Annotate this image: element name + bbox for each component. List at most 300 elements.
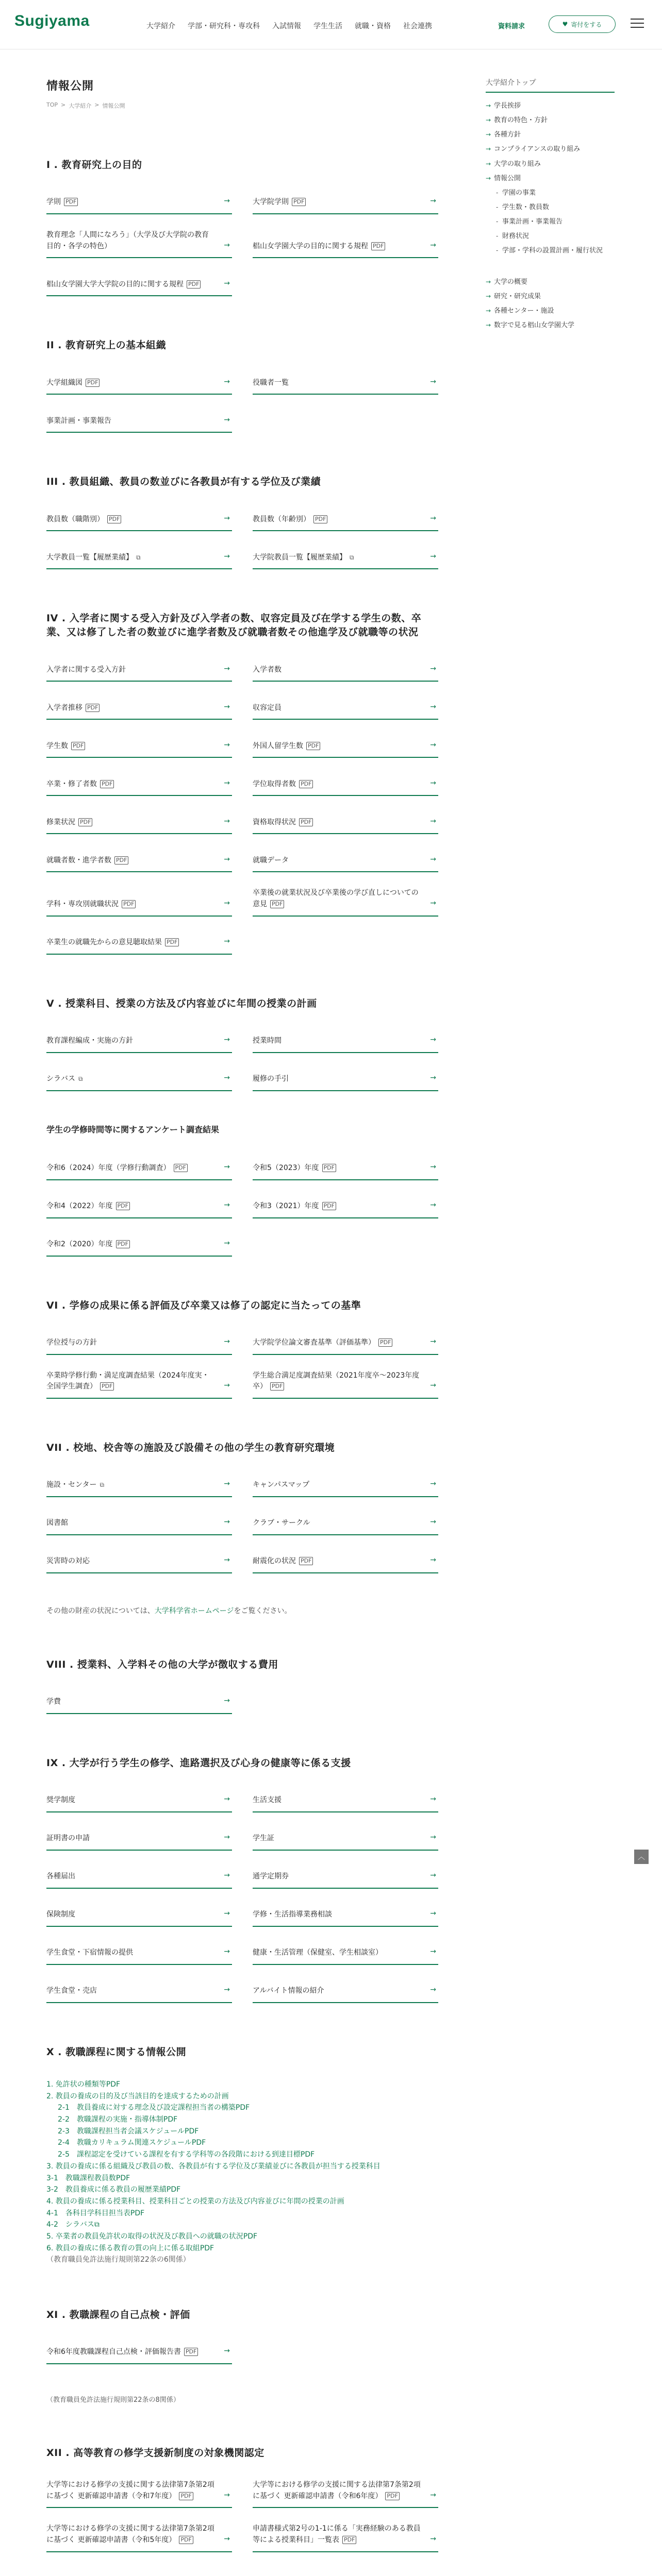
external-link-icon: ⧉ xyxy=(100,1481,105,1489)
external-link-icon: ⧉ xyxy=(350,553,354,561)
link-grid xyxy=(46,1158,438,1257)
info-link[interactable] xyxy=(253,1158,438,1180)
info-link-label: 耐震化の状況 xyxy=(253,1557,296,1566)
info-link-label: 教育理念「人間になろう」（大学及び大学院の教育目的・各学の特色） xyxy=(46,231,209,250)
toc-item[interactable] xyxy=(46,2208,438,2219)
toc-item[interactable] xyxy=(46,2114,438,2126)
section-heading: VIII . 授業料、入学料その他の大学が徴収する費用 xyxy=(46,1659,278,1671)
info-link[interactable] xyxy=(253,547,438,569)
info-link[interactable] xyxy=(253,1942,438,1965)
arrow-right-icon: → xyxy=(430,1381,436,1390)
info-link-label: 学生食堂・売店 xyxy=(46,1987,97,1995)
info-link[interactable] xyxy=(253,1904,438,1927)
sidebar-item[interactable]: → コンプライアンスの取り組み xyxy=(486,142,615,157)
page-title: 情報公開 xyxy=(46,80,94,93)
info-link-label: 災害時の対応 xyxy=(46,1557,90,1566)
arrow-right-icon: → xyxy=(430,1337,436,1346)
toc-item-label: 2-3 教職課程担当者会議スケジュール xyxy=(58,2127,185,2136)
info-link[interactable] xyxy=(253,509,438,531)
note-link[interactable]: 大学科学省ホームページ xyxy=(154,1607,234,1616)
toc-item-label: 1. 免許状の種類等 xyxy=(46,2080,106,2089)
info-link[interactable] xyxy=(46,547,232,569)
arrow-right-icon: → xyxy=(224,1074,230,1082)
info-link[interactable] xyxy=(253,1030,438,1053)
info-link-label: 椙山女学園大学大学院の目的に関する規程 xyxy=(46,280,184,289)
sidebar-list-secondary xyxy=(486,275,615,333)
info-link[interactable] xyxy=(46,1332,232,1355)
heart-icon: ♥ xyxy=(562,21,568,28)
pdf-icon: PDF xyxy=(130,2209,145,2217)
info-link[interactable] xyxy=(46,230,232,258)
info-link[interactable] xyxy=(46,1790,232,1812)
link-grid xyxy=(46,372,438,433)
nav-item[interactable]: 入試情報 xyxy=(272,22,301,30)
info-link[interactable] xyxy=(253,811,438,834)
info-link[interactable] xyxy=(253,1551,438,1573)
sidebar-item[interactable]: → 大学の概要 xyxy=(486,275,615,290)
info-link-label: アルバイト情報の紹介 xyxy=(253,1987,324,1995)
pdf-icon: PDF xyxy=(342,2536,356,2544)
toc-item[interactable] xyxy=(46,2102,438,2114)
link-grid xyxy=(46,659,438,954)
section-heading: XI . 教職課程の自己点検・評価 xyxy=(46,2309,190,2320)
info-link[interactable] xyxy=(46,2480,232,2508)
info-link[interactable] xyxy=(46,1030,232,1053)
section-heading: VII . 校地、校舎等の施設及び設備その他の学生の教育研究環境 xyxy=(46,1442,335,1454)
link-grid xyxy=(46,1790,438,2003)
toc-item[interactable] xyxy=(46,2231,438,2243)
pdf-icon: PDF xyxy=(115,2174,130,2182)
info-link-label: 各種届出 xyxy=(46,1872,75,1881)
breadcrumb-separator: > xyxy=(61,101,66,108)
section-s7 xyxy=(46,1440,438,1616)
arrow-right-icon: → xyxy=(224,740,230,749)
toc-item-label: 4-1 各科目学科目担当表 xyxy=(46,2209,130,2217)
arrow-right-icon: → xyxy=(430,552,436,561)
sidebar-item[interactable]: → 各種センター・施設 xyxy=(486,304,615,318)
toc-item-label: 2-5 課程認定を受けている課程を有する学科等の各段階における到達目標 xyxy=(58,2150,301,2159)
info-link[interactable] xyxy=(46,2342,232,2364)
info-link[interactable] xyxy=(253,1475,438,1497)
info-link[interactable] xyxy=(253,735,438,758)
pdf-icon: PDF xyxy=(71,742,85,750)
arrow-right-icon: → xyxy=(224,1986,230,1994)
external-link-icon: ⧉ xyxy=(136,553,141,561)
info-link[interactable] xyxy=(253,1069,438,1091)
info-link[interactable] xyxy=(253,1332,438,1355)
sidebar-item[interactable]: - 学部・学科の設置計画・履行状況 xyxy=(486,244,615,258)
arrow-right-icon: → xyxy=(224,817,230,825)
info-link-label: 学生総合満足度調査結果（2021年度卒〜2023年度卒） xyxy=(253,1371,420,1391)
info-link[interactable] xyxy=(46,932,232,955)
info-link[interactable] xyxy=(46,1551,232,1573)
link-grid xyxy=(46,192,438,296)
section-note: （教育職員免許法施行規則第22条の8関係） xyxy=(46,2396,180,2404)
info-link-label: 資格取得状況 xyxy=(253,818,296,826)
toc-item-label: 3-1 教職課程教員数 xyxy=(46,2174,116,2182)
arrow-right-icon: → xyxy=(430,2534,436,2543)
arrow-right-icon: → xyxy=(224,1480,230,1488)
arrow-right-icon: → xyxy=(430,664,436,673)
sidebar-title[interactable]: 大学紹介トップ xyxy=(486,77,615,93)
breadcrumb-separator: > xyxy=(94,101,100,108)
info-link-label: 入学者に関する受入方針 xyxy=(46,665,126,674)
sidebar-item[interactable]: - 学園の事業 xyxy=(486,186,615,200)
note-text: をご覧ください。 xyxy=(234,1607,292,1616)
arrow-right-icon: → xyxy=(224,2490,230,2499)
pdf-icon: PDF xyxy=(300,2150,315,2159)
section-s2 xyxy=(46,337,438,433)
info-link-label: 収容定員 xyxy=(253,703,282,712)
pdf-icon: PDF xyxy=(243,2232,258,2241)
arrow-right-icon: → xyxy=(430,2490,436,2499)
info-link[interactable] xyxy=(46,1942,232,1965)
donate-button[interactable] xyxy=(549,15,616,33)
external-link-icon: ⧉ xyxy=(78,1075,83,1083)
info-link-label: 大学等における修学の支援に関する法律第7条第2項に基づく 更新確認申請書（令和5年度） xyxy=(46,2524,214,2544)
arrow-right-icon: → xyxy=(430,702,436,711)
info-link[interactable] xyxy=(253,2523,438,2552)
pdf-icon: PDF xyxy=(292,198,306,206)
pdf-icon: PDF xyxy=(107,515,121,523)
arrow-right-icon: → xyxy=(224,377,230,386)
link-grid xyxy=(46,1475,438,1573)
breadcrumb xyxy=(46,101,438,110)
sidebar-item[interactable]: → 各種方針 xyxy=(486,128,615,142)
info-link-label: 学費 xyxy=(46,1698,61,1706)
info-link[interactable] xyxy=(46,659,232,682)
teacher-training-toc xyxy=(46,2079,438,2266)
toc-item-label: 2. 教員の養成の目的及び当該目的を達成するための計画 xyxy=(46,2092,229,2100)
pdf-icon: PDF xyxy=(270,1382,284,1391)
pdf-icon: PDF xyxy=(200,2244,214,2252)
arrow-right-icon: → xyxy=(224,552,230,561)
arrow-right-icon: → xyxy=(430,1947,436,1956)
info-link-label: 事業計画・事業報告 xyxy=(46,416,111,425)
sidebar-item[interactable]: → 研究・研究成果 xyxy=(486,290,615,304)
request-materials-button[interactable]: 資料請求 xyxy=(498,23,525,30)
arrow-right-icon: → xyxy=(224,1833,230,1842)
toc-note: （教育職員免許法施行規則第22条の6関係） xyxy=(46,2256,190,2264)
info-link[interactable] xyxy=(253,230,438,258)
pdf-icon: PDF xyxy=(114,856,128,865)
info-link-label: 証明書の申請 xyxy=(46,1834,90,1843)
pdf-icon: PDF xyxy=(100,780,114,788)
site-logo[interactable]: Sugiyama xyxy=(14,12,90,29)
arrow-right-icon: → xyxy=(430,1986,436,1994)
nav-item[interactable]: 大学紹介 xyxy=(146,22,175,30)
info-link[interactable] xyxy=(46,1475,232,1497)
arrow-right-icon: → xyxy=(430,1556,436,1565)
section-heading: II . 教育研究上の基本組織 xyxy=(46,340,167,351)
info-link-label: 卒業生の就職先からの意見聴取結果 xyxy=(46,938,162,947)
section-s5 xyxy=(46,996,438,1257)
toc-item-label: 3-2 教員養成に係る教員の履歴業績 xyxy=(46,2185,167,2194)
nav-item[interactable]: 社会連携 xyxy=(403,22,432,30)
arrow-right-icon: → xyxy=(224,1697,230,1705)
arrow-right-icon: → xyxy=(224,1201,230,1210)
arrow-right-icon: → xyxy=(430,1074,436,1082)
info-link[interactable] xyxy=(253,773,438,796)
link-grid xyxy=(46,2342,438,2364)
arrow-right-icon: → xyxy=(430,1871,436,1880)
pdf-icon: PDF xyxy=(299,818,313,826)
toc-item-label: 4-2 シラバス xyxy=(46,2221,94,2229)
info-link[interactable] xyxy=(46,1904,232,1927)
info-link-label: 令和6（2024）年度（学修行動調査） xyxy=(46,1164,171,1173)
arrow-right-icon: → xyxy=(224,1163,230,1172)
info-link[interactable] xyxy=(46,2523,232,2552)
link-grid xyxy=(46,1691,438,1714)
page-top-button[interactable] xyxy=(634,1850,649,1864)
toc-item[interactable] xyxy=(46,2161,438,2173)
arrow-right-icon: → xyxy=(430,1036,436,1044)
arrow-right-icon: → xyxy=(224,1556,230,1565)
global-nav xyxy=(140,21,438,31)
info-link-label: 施設・センター xyxy=(46,1481,97,1489)
info-link-label: 教育課程編成・実施の方針 xyxy=(46,1037,133,1045)
pdf-icon: PDF xyxy=(235,2104,250,2112)
info-link[interactable] xyxy=(46,888,232,916)
info-link[interactable] xyxy=(46,1866,232,1889)
info-link-label: 外国人留学生数 xyxy=(253,741,303,750)
info-link[interactable] xyxy=(46,372,232,395)
info-link-label: 大学等における修学の支援に関する法律第7条第2項に基づく 更新確認申請書（令和7年度） xyxy=(46,2480,214,2500)
main-content xyxy=(46,77,438,2576)
pdf-icon: PDF xyxy=(270,900,284,908)
pdf-icon: PDF xyxy=(322,1164,336,1172)
pdf-icon: PDF xyxy=(116,1202,130,1210)
info-link-label: 学生数 xyxy=(46,741,68,750)
nav-item[interactable]: 学部・研究科・専攻科 xyxy=(188,22,260,30)
pdf-icon: PDF xyxy=(187,280,201,289)
nav-item[interactable]: 就職・資格 xyxy=(355,22,391,30)
arrow-right-icon: → xyxy=(430,241,436,249)
sidebar-item[interactable]: → 学長挨拶 xyxy=(486,99,615,113)
arrow-right-icon: → xyxy=(430,1163,436,1172)
arrow-right-icon: → xyxy=(224,415,230,424)
arrow-right-icon: → xyxy=(430,899,436,908)
info-link[interactable] xyxy=(253,697,438,720)
info-link-label: 就職者数・進学者数 xyxy=(46,856,111,865)
info-link[interactable] xyxy=(253,372,438,395)
info-link[interactable] xyxy=(46,735,232,758)
info-link[interactable] xyxy=(46,274,232,296)
info-link[interactable] xyxy=(46,1691,232,1714)
info-link-label: 大学組織図 xyxy=(46,378,82,387)
section-s6 xyxy=(46,1298,438,1399)
info-link-label: 令和2（2020）年度 xyxy=(46,1240,113,1249)
info-link-label: 卒業・修了者数 xyxy=(46,779,97,788)
pdf-icon: PDF xyxy=(166,2185,181,2194)
link-grid xyxy=(46,509,438,569)
info-link-label: 令和6年度教職課程自己点検・評価報告書 xyxy=(46,2348,181,2357)
donate-label: 寄付をする xyxy=(571,21,602,28)
sidebar xyxy=(486,77,615,333)
toc-item-label: 2-2 教職課程の実施・指導体制 xyxy=(58,2115,163,2124)
pdf-icon: PDF xyxy=(184,2348,198,2356)
pdf-icon: PDF xyxy=(299,1557,313,1565)
sidebar-item[interactable]: → 教育の特色・方針 xyxy=(486,113,615,128)
info-link[interactable] xyxy=(46,1980,232,2003)
pdf-icon: PDF xyxy=(191,2139,206,2147)
info-link[interactable] xyxy=(253,1980,438,2003)
info-link[interactable] xyxy=(253,1513,438,1535)
arrow-right-icon: → xyxy=(430,1833,436,1842)
link-grid xyxy=(46,1332,438,1399)
info-link[interactable] xyxy=(253,2480,438,2508)
sidebar-item[interactable]: - 財務状況 xyxy=(486,229,615,244)
pdf-icon: PDF xyxy=(179,2536,193,2544)
pdf-icon: PDF xyxy=(299,780,313,788)
arrow-right-icon: → xyxy=(224,1036,230,1044)
info-link[interactable] xyxy=(253,1790,438,1812)
arrow-right-icon: → xyxy=(430,514,436,522)
info-link[interactable] xyxy=(46,773,232,796)
pdf-icon: PDF xyxy=(174,1164,188,1172)
arrow-right-icon: → xyxy=(224,241,230,249)
section-s1 xyxy=(46,157,438,296)
arrow-right-icon: → xyxy=(224,1871,230,1880)
info-link-label: 大学院学位論文審査基準（評価基準） xyxy=(253,1338,375,1347)
section-heading: V . 授業科目、授業の方法及び内容並びに年間の授業の計画 xyxy=(46,997,317,1009)
section-s4 xyxy=(46,611,438,954)
arrow-right-icon: → xyxy=(224,1795,230,1804)
toc-item-label: 6. 教員の養成に係る教育の質の向上に係る取組 xyxy=(46,2244,200,2252)
info-link-label: 大学院教員一覧【履歴業績】 xyxy=(253,553,346,562)
arrow-right-icon: → xyxy=(224,2534,230,2543)
pdf-icon: PDF xyxy=(306,742,320,750)
info-link-label: 令和3（2021）年度 xyxy=(253,1202,319,1211)
info-link-label: 奨学制度 xyxy=(46,1796,75,1805)
breadcrumb-item[interactable]: 大学紹介 xyxy=(69,103,92,109)
toc-item-label: 5. 卒業者の教員免許状の取得の状況及び教員への就職の状況 xyxy=(46,2232,243,2241)
pdf-icon: PDF xyxy=(185,2127,199,2136)
note-text: その他の財産の状況については、 xyxy=(46,1607,155,1616)
arrow-right-icon: → xyxy=(224,279,230,287)
link-grid xyxy=(46,1030,438,1091)
info-link[interactable] xyxy=(253,1866,438,1889)
toc-item-label: 4. 教員の養成に係る授業科目、授業科目ごとの授業の方法及び内容並びに年間の授業の計画 xyxy=(46,2197,344,2206)
info-link[interactable] xyxy=(253,888,438,916)
arrow-right-icon: → xyxy=(430,740,436,749)
arrow-right-icon: → xyxy=(224,1381,230,1390)
toc-item[interactable] xyxy=(46,2219,438,2231)
info-link[interactable] xyxy=(253,1370,438,1399)
info-link[interactable] xyxy=(46,850,232,872)
info-link-label: 申請書様式第2号の1-1に係る「実務経験のある教員等による授業科目」一覧表 xyxy=(253,2524,421,2544)
section-heading: I . 教育研究上の目的 xyxy=(46,159,142,171)
pdf-icon: PDF xyxy=(385,2492,399,2500)
section-s10 xyxy=(46,2044,438,2266)
info-link[interactable] xyxy=(253,192,438,214)
info-link-label: 卒業後の就業状況及び卒業後の学び直しについての意見 xyxy=(253,889,419,909)
toc-item[interactable] xyxy=(46,2079,438,2091)
info-link-label: 健康・生活管理（保健室、学生相談室） xyxy=(253,1948,383,1957)
section-s11 xyxy=(46,2307,438,2404)
toc-item[interactable] xyxy=(46,2196,438,2208)
arrow-right-icon: → xyxy=(224,664,230,673)
breadcrumb-item[interactable]: TOP xyxy=(46,101,58,108)
info-link-label: 役職者一覧 xyxy=(253,378,289,387)
pdf-icon: PDF xyxy=(165,938,179,946)
toc-item-label: 2-1 教員養成に対する理念及び設定課程担当者の構築 xyxy=(58,2104,236,2112)
info-link[interactable] xyxy=(46,1828,232,1851)
arrow-right-icon: → xyxy=(224,1518,230,1527)
breadcrumb-item: 情報公開 xyxy=(102,103,125,109)
arrow-right-icon: → xyxy=(430,377,436,386)
info-link-label: 椙山女学園大学の目的に関する規程 xyxy=(253,242,368,250)
toc-item[interactable] xyxy=(46,2184,438,2196)
info-link[interactable] xyxy=(46,410,232,433)
section-heading: III . 教員組織、教員の数並びに各教員が有する学位及び業績 xyxy=(46,476,321,488)
info-link[interactable] xyxy=(253,1828,438,1851)
info-link[interactable] xyxy=(46,192,232,214)
toc-item[interactable] xyxy=(46,2137,438,2149)
info-link-label: 生活支援 xyxy=(253,1796,282,1805)
arrow-right-icon: → xyxy=(430,1909,436,1918)
arrow-right-icon: → xyxy=(224,514,230,522)
toc-item[interactable] xyxy=(46,2149,438,2161)
pdf-icon: PDF xyxy=(371,242,385,250)
info-link[interactable] xyxy=(46,811,232,834)
info-link-label: 教員数（年齢別） xyxy=(253,515,310,523)
info-link[interactable] xyxy=(46,509,232,531)
pdf-icon: PDF xyxy=(179,2492,193,2500)
sidebar-item[interactable]: → 数字で見る椙山女学園大学 xyxy=(486,318,615,333)
pdf-icon: PDF xyxy=(78,818,92,826)
info-link-label: シラバス xyxy=(46,1075,75,1083)
chevron-up-icon: ︿ xyxy=(638,1853,645,1861)
info-link[interactable] xyxy=(46,1513,232,1535)
sidebar-item[interactable]: - 学生数・教員数 xyxy=(486,200,615,215)
arrow-right-icon: → xyxy=(224,778,230,787)
info-link-label: キャンパスマップ xyxy=(253,1481,310,1489)
info-link[interactable] xyxy=(46,1069,232,1091)
sidebar-item[interactable]: → 情報公開 xyxy=(486,172,615,186)
pdf-icon: PDF xyxy=(378,1338,392,1347)
arrow-right-icon: → xyxy=(430,1518,436,1527)
hamburger-menu-button[interactable] xyxy=(628,15,647,31)
nav-item[interactable]: 学生生活 xyxy=(313,22,342,30)
info-link-label: 大学教員一覧【履歴業績】 xyxy=(46,553,133,562)
info-link[interactable] xyxy=(46,1158,232,1180)
info-link[interactable] xyxy=(253,850,438,872)
section-s9 xyxy=(46,1755,438,2003)
pdf-icon: PDF xyxy=(106,2080,121,2089)
toc-item[interactable] xyxy=(46,2091,438,2103)
info-link[interactable] xyxy=(46,1234,232,1257)
toc-item[interactable] xyxy=(46,2243,438,2255)
site-header xyxy=(0,0,662,49)
info-link[interactable] xyxy=(253,1196,438,1218)
info-link[interactable] xyxy=(46,1196,232,1218)
toc-item[interactable] xyxy=(46,2126,438,2138)
info-link[interactable] xyxy=(46,697,232,720)
link-grid xyxy=(46,2480,438,2552)
info-link-label: 令和4（2022）年度 xyxy=(46,1202,113,1211)
arrow-right-icon: → xyxy=(224,855,230,863)
info-link[interactable] xyxy=(46,1370,232,1399)
info-link-label: 卒業時学修行動・満足度調査結果（2024年度実・全国学生調査） xyxy=(46,1371,209,1391)
sidebar-list xyxy=(486,99,615,259)
pdf-icon: PDF xyxy=(313,515,327,523)
info-link[interactable] xyxy=(253,659,438,682)
sidebar-item[interactable]: → 大学の取り組み xyxy=(486,157,615,172)
toc-item[interactable] xyxy=(46,2173,438,2184)
pdf-icon: PDF xyxy=(122,900,136,908)
sidebar-item[interactable]: - 事業計画・事業報告 xyxy=(486,215,615,229)
